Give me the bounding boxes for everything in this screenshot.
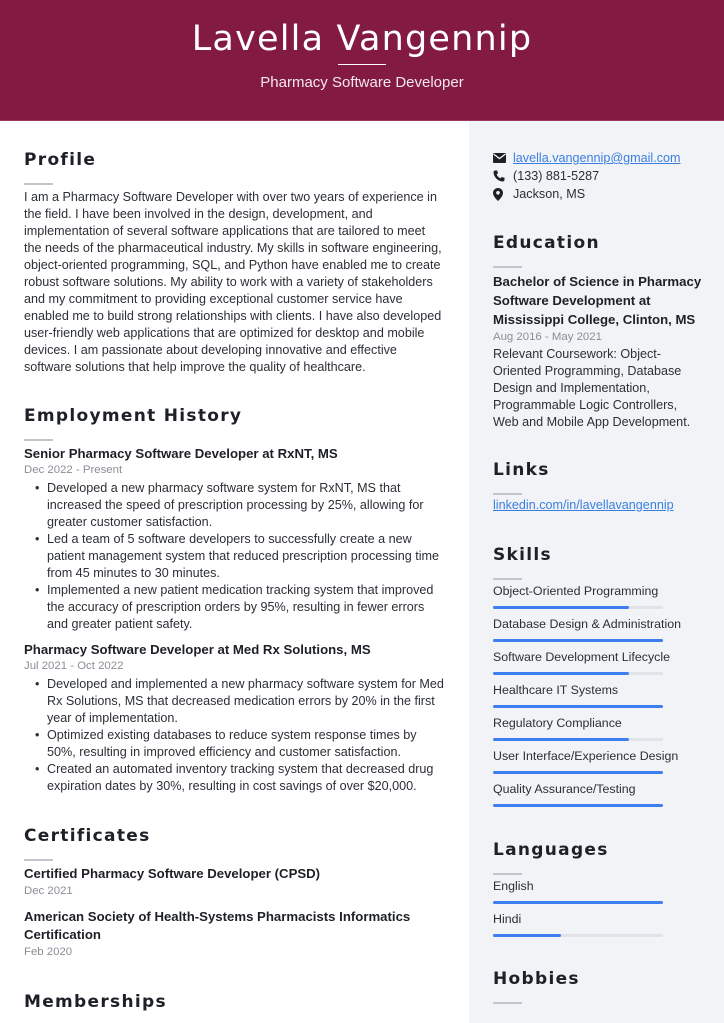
skill-item: [493, 616, 682, 642]
job-dates: Dec 2022 - Present: [24, 464, 123, 476]
certificate-date: Feb 2020: [24, 946, 73, 958]
skill-bar: [493, 639, 663, 642]
job-bullet: • Developed a new pharmacy software system for RxNT, MS that increased the speed of prescription processing by 25%, allowing for greater customer satisfaction.: [35, 480, 444, 531]
section-divider: [24, 439, 53, 441]
skill-bar-fill: [493, 771, 663, 774]
section-divider: [493, 493, 522, 495]
skill-bar-fill: [493, 705, 663, 708]
job-entry: [24, 445, 444, 633]
map-pin-icon: [493, 188, 513, 201]
contact-email: [493, 149, 703, 167]
skill-bar-fill: [493, 738, 629, 741]
languages-heading: Languages: [493, 840, 609, 860]
section-divider: [493, 873, 522, 875]
skill-bar: [493, 738, 663, 741]
skill-label: Healthcare IT Systems: [493, 683, 619, 697]
job-bullets: [35, 480, 444, 633]
section-divider: [493, 1002, 522, 1004]
envelope-icon: [493, 153, 513, 163]
language-bar: [493, 901, 663, 904]
contact-location: [493, 185, 703, 203]
links-section: [493, 460, 550, 495]
certificate-entry: [24, 865, 444, 899]
header-divider: [338, 64, 386, 65]
skill-item: [493, 781, 673, 807]
section-divider: [493, 578, 522, 580]
job-entry: [24, 641, 444, 795]
skill-bar: [493, 771, 663, 774]
languages-section: [493, 840, 609, 875]
phone-icon: [493, 170, 513, 182]
certificate-date: Dec 2021: [24, 885, 73, 897]
certificate-title: Certified Pharmacy Software Developer (CPSD): [24, 866, 321, 881]
job-dates: Jul 2021 - Oct 2022: [24, 660, 124, 672]
memberships-heading: Memberships: [24, 992, 167, 1012]
job-bullet: • Led a team of 5 software developers to successfully create a new patient management system that reduced prescription processing time from 45 minutes to 30 minutes.: [35, 531, 444, 582]
language-item: [493, 911, 673, 937]
skill-bar: [493, 804, 663, 807]
skill-item: [493, 748, 679, 774]
skill-label: Database Design & Administration: [493, 617, 682, 631]
skill-bar-fill: [493, 639, 663, 642]
resume-header: [0, 0, 724, 121]
section-divider: [493, 266, 522, 268]
candidate-title: Pharmacy Software Developer: [260, 74, 464, 91]
skill-item: [493, 715, 673, 741]
candidate-name: Lavella Vangennip: [191, 19, 533, 59]
degree-title: Bachelor of Science in Pharmacy Software Development at Mississippi College, Clinton, MS: [493, 274, 702, 327]
job-bullet: • Optimized existing databases to reduce system response times by 50%, resulting in improved efficiency and customer satisfaction.: [35, 727, 444, 761]
skill-bar-fill: [493, 672, 629, 675]
employment-section: [24, 406, 242, 441]
skill-label: User Interface/Experience Design: [493, 749, 679, 763]
skill-item: [493, 682, 673, 708]
skill-label: Software Development Lifecycle: [493, 650, 670, 664]
education-entry: [493, 272, 705, 431]
education-description: Relevant Coursework: Object-Oriented Programming, Database Design and Implementation, Programmable Logic Controllers, Web and Mobile App Development.: [493, 347, 691, 429]
job-bullets: [35, 676, 444, 795]
job-title: Senior Pharmacy Software Developer at RxNT, MS: [24, 446, 338, 461]
skill-bar: [493, 705, 663, 708]
section-divider: [24, 183, 53, 185]
profile-section: [24, 150, 96, 185]
certificates-heading: Certificates: [24, 826, 151, 846]
language-label: Hindi: [493, 912, 522, 926]
linkedin-link[interactable]: linkedin.com/in/lavellavangennip: [493, 498, 674, 512]
skills-heading: Skills: [493, 545, 552, 565]
education-section: [493, 233, 600, 268]
language-bar-fill: [493, 901, 663, 904]
skill-label: Quality Assurance/Testing: [493, 782, 636, 796]
profile-text: I am a Pharmacy Software Developer with over two years of experience in the field. I have been involved in the design, development, and implementation of several software applications that are tailored to meet the needs of the pharmaceutical industry. My skills in software engineering, object-oriented programming, SQL, and Python have enabled me to create robust software solutions. My ability to work with a variety of stakeholders and my commitment to providing exceptional customer service have enabled me to build strong relationships with clients. I have also developed user-friendly web applications that are optimized for desktop and mobile devices. I am passionate about developing innovative and effective software solutions that help improve the quality of healthcare.: [24, 190, 442, 374]
skill-item: [493, 649, 673, 675]
section-divider: [24, 859, 53, 861]
language-item: [493, 878, 673, 904]
certificate-entry: [24, 908, 444, 960]
language-bar: [493, 934, 663, 937]
location-text: Jackson, MS: [513, 187, 586, 201]
certificate-title: American Society of Health-Systems Pharmacists Informatics Certification: [24, 909, 411, 942]
hobbies-heading: Hobbies: [493, 969, 580, 989]
profile-heading: Profile: [24, 150, 97, 170]
job-title: Pharmacy Software Developer at Med Rx Solutions, MS: [24, 642, 371, 657]
email-link[interactable]: lavella.vangennip@gmail.com: [513, 151, 681, 165]
skill-bar-fill: [493, 606, 629, 609]
skill-label: Object-Oriented Programming: [493, 584, 659, 598]
hobbies-section: [493, 969, 580, 1004]
education-dates: Aug 2016 - May 2021: [493, 331, 602, 343]
education-heading: Education: [493, 233, 600, 253]
language-bar-fill: [493, 934, 561, 937]
language-label: English: [493, 879, 534, 893]
skill-item: [493, 583, 673, 609]
links-heading: Links: [493, 460, 550, 480]
employment-heading: Employment History: [24, 406, 243, 426]
certificates-section: [24, 826, 151, 861]
skills-section: [493, 545, 552, 580]
skill-bar: [493, 606, 663, 609]
memberships-section: [24, 992, 167, 1023]
job-bullet: • Created an automated inventory tracking system that decreased drug expiration dates by 30%, resulting in cost savings of over $20,000.: [35, 761, 444, 795]
phone-number: (133) 881-5287: [513, 169, 600, 183]
contact-info: [493, 149, 703, 203]
contact-phone: [493, 167, 703, 185]
skill-bar-fill: [493, 804, 663, 807]
skill-bar: [493, 672, 663, 675]
job-bullet: • Implemented a new patient medication tracking system that improved the accuracy of prescription orders by 95%, resulting in fewer errors and greater patient safety.: [35, 582, 444, 633]
job-bullet: • Developed and implemented a new pharmacy software system for Med Rx Solutions, MS that decreased medication errors by 20% in the first year of implementation.: [35, 676, 444, 727]
skill-label: Regulatory Compliance: [493, 716, 622, 730]
